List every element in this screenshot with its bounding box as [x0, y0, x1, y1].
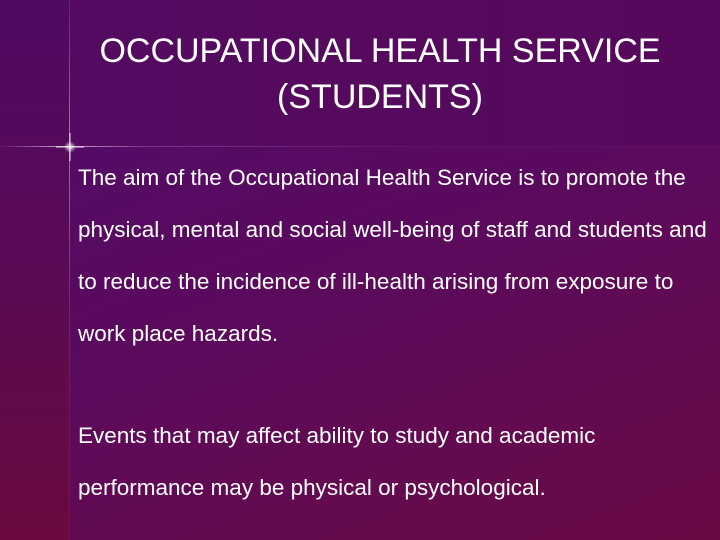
- body-paragraph-events: Events that may affect ability to study and academic performance may be physical or psychological.: [78, 423, 596, 500]
- title-line-1: OCCUPATIONAL HEALTH SERVICE: [99, 32, 661, 70]
- left-band: [0, 0, 70, 540]
- slide-title: [70, 28, 690, 120]
- horizontal-divider: [0, 146, 720, 147]
- title-line-2: (STUDENTS): [277, 78, 483, 116]
- body-paragraph-aim: The aim of the Occupational Health Service is to promote the physical, mental and social well-being of staff and students and to reduce the incidence of ill-health arising from exposure to work place hazards.: [78, 165, 707, 346]
